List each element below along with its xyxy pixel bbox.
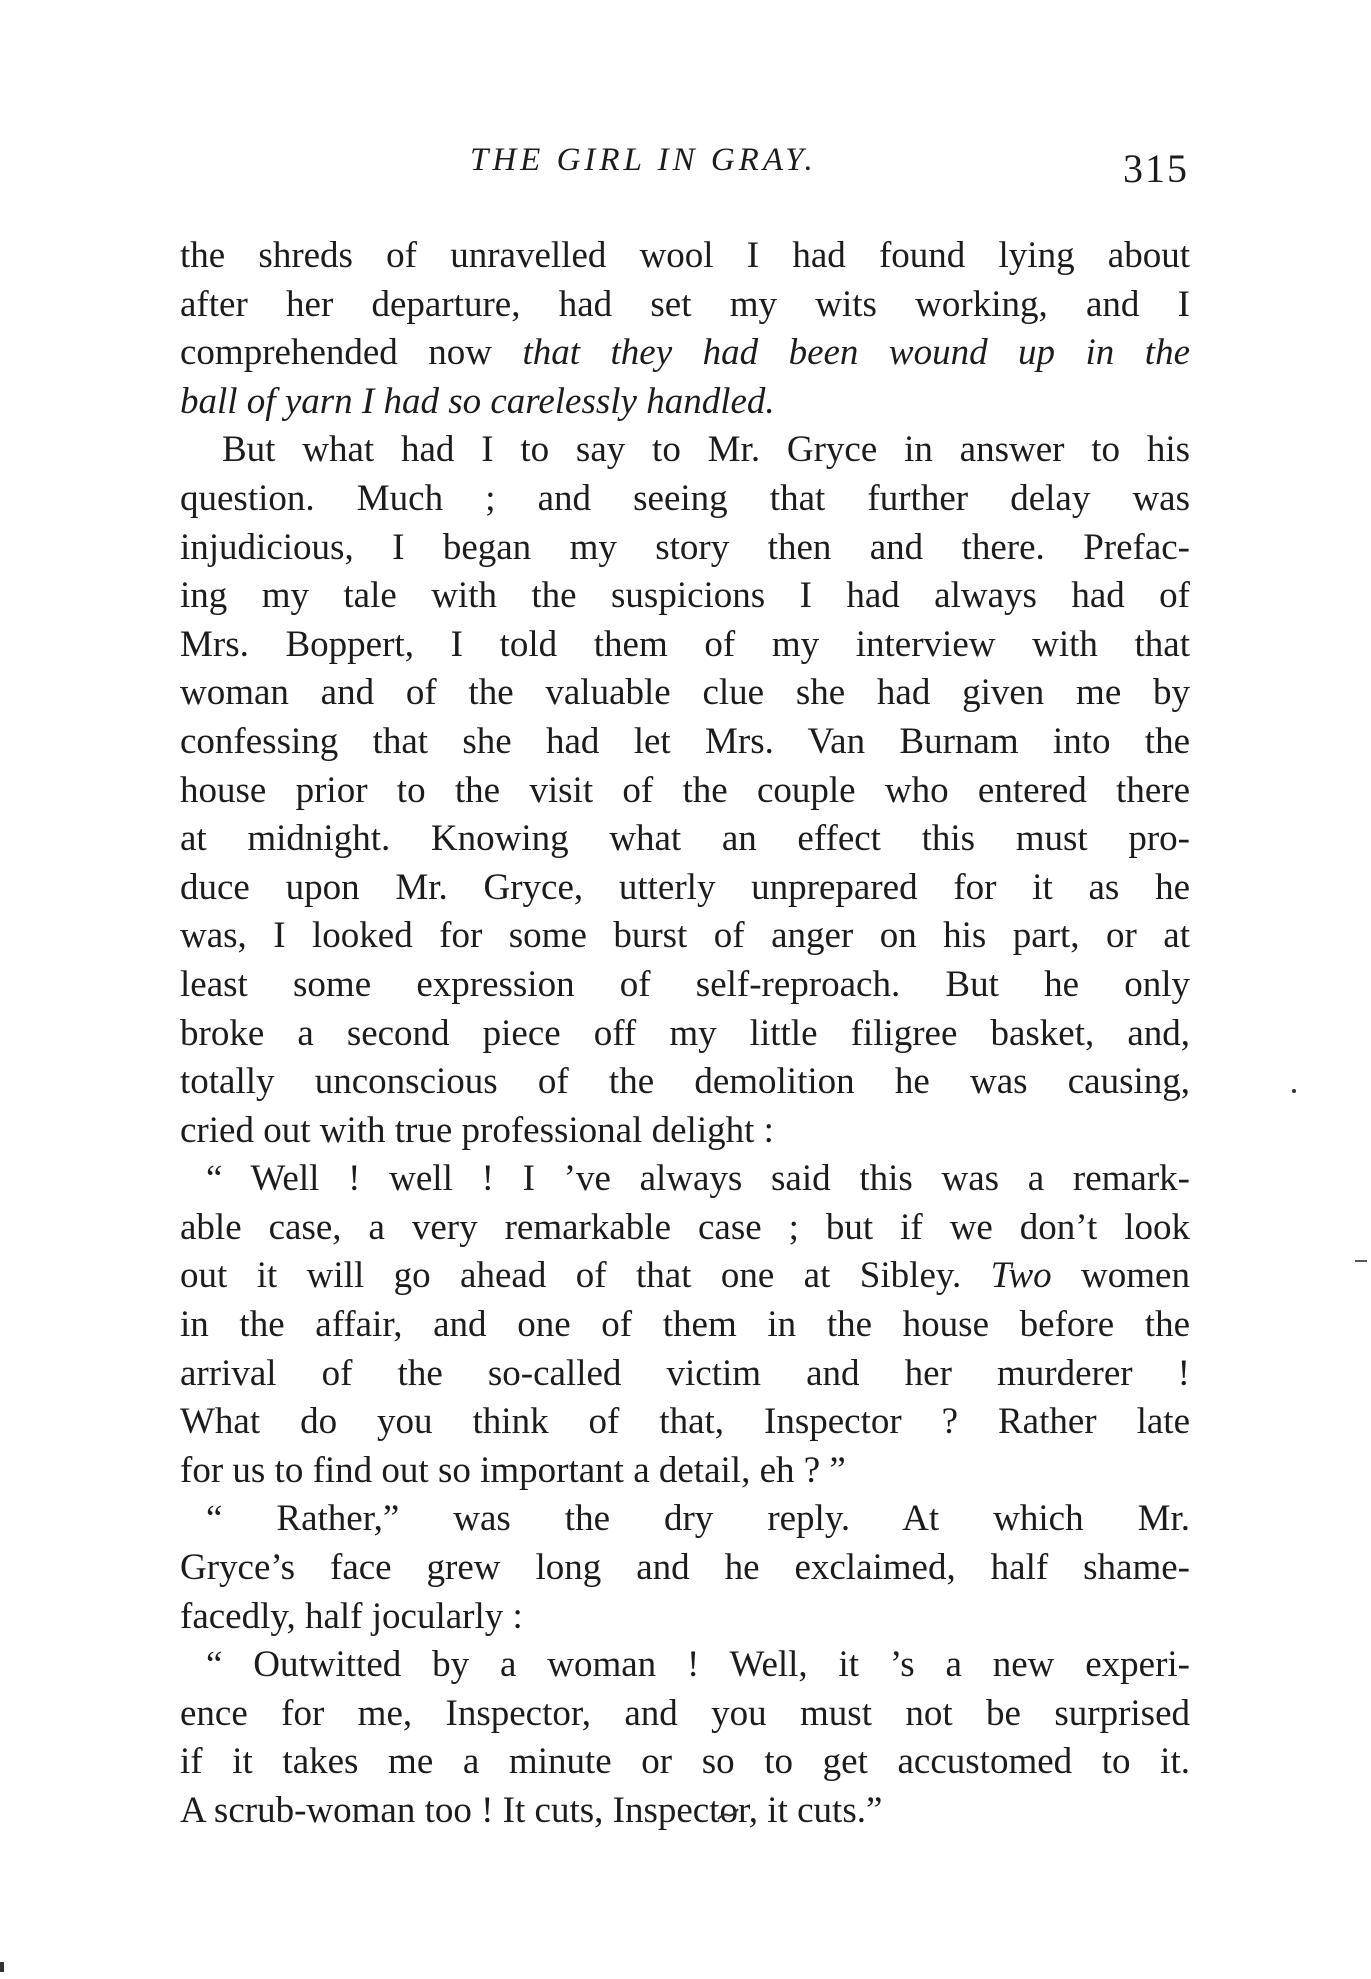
text-segment: after her departure, had set my wits working, and I <box>180 283 1190 325</box>
text-segment: Mrs. Boppert, I told them of my interview with that <box>180 623 1190 665</box>
edge-mark <box>0 1962 4 1972</box>
text-segment: house prior to the visit of the couple who entered there <box>180 769 1190 811</box>
text-segment: the shreds of unravelled wool I had found lying about <box>180 235 1190 276</box>
text-line <box>180 475 1190 524</box>
text-segment: “ Well ! well ! I ’ve always said this was a remark- <box>206 1158 1190 1200</box>
ink-speck <box>1292 1089 1296 1093</box>
text-line <box>180 1058 1190 1107</box>
text-segment: A scrub-woman too ! It cuts, Inspector, it cuts.” <box>180 1790 883 1831</box>
text-line <box>180 961 1190 1010</box>
text-line <box>180 767 1190 816</box>
text-segment: able case, a very remarkable case ; but if we don’t look <box>180 1206 1190 1248</box>
text-segment: “ Outwitted by a woman ! Well, it ’s a new experi- <box>206 1644 1190 1686</box>
italic-text: that they had been wound up in the <box>522 332 1190 374</box>
italic-text: ball of yarn I had so carelessly handled. <box>180 380 775 422</box>
text-segment: confessing that she had let Mrs. Van Burnam into the <box>180 720 1190 762</box>
text-line <box>180 669 1190 718</box>
text-segment: But what had I to say to Mr. Gryce in answer to his <box>222 429 1190 471</box>
text-segment: if it takes me a minute or so to get accustomed to it. <box>180 1741 1190 1783</box>
text-line <box>180 1398 1190 1447</box>
body-text <box>180 232 1190 1836</box>
text-segment: least some expression of self-reproach. But he only <box>180 963 1190 1005</box>
text-segment: question. Much ; and seeing that further delay was <box>180 477 1190 519</box>
text-line <box>180 1787 1190 1836</box>
text-line <box>180 1252 1190 1301</box>
text-segment: broke a second piece off my little filigree basket, and, <box>180 1012 1190 1054</box>
text-line <box>180 1350 1190 1399</box>
text-segment: at midnight. Knowing what an effect this must pro- <box>180 818 1190 860</box>
text-line <box>180 718 1190 767</box>
text-line <box>180 232 1190 281</box>
text-line <box>180 1447 1190 1496</box>
text-segment: What do you think of that, Inspector ? Rather late <box>180 1401 1190 1443</box>
text-segment: injudicious, I began my story then and there. Prefac- <box>180 526 1190 568</box>
text-line <box>180 864 1190 913</box>
text-segment: totally unconscious of the demolition he was causing, <box>180 1061 1190 1103</box>
text-segment: for us to find out so important a detail, eh ? ” <box>180 1449 846 1491</box>
text-segment: Gryce’s face grew long and he exclaimed, half shame- <box>180 1547 1190 1589</box>
text-line <box>180 1495 1190 1544</box>
text-line <box>180 815 1190 864</box>
text-line <box>180 572 1190 621</box>
text-line <box>180 1544 1190 1593</box>
text-line <box>180 1641 1190 1690</box>
text-line <box>180 1301 1190 1350</box>
text-segment: women <box>1051 1255 1190 1297</box>
text-line <box>180 1010 1190 1059</box>
text-line <box>180 1107 1190 1156</box>
text-segment: out it will go ahead of that one at Sibley. <box>180 1255 991 1297</box>
text-segment: ence for me, Inspector, and you must not be surprised <box>180 1692 1190 1734</box>
italic-text: Two <box>990 1255 1052 1297</box>
text-segment: ing my tale with the suspicions I had always had of <box>180 575 1190 617</box>
text-segment: woman and of the valuable clue she had given me by <box>180 672 1190 714</box>
text-line <box>180 912 1190 961</box>
text-segment: arrival of the so-called victim and her murderer ! <box>180 1352 1190 1394</box>
text-segment: was, I looked for some burst of anger on his part, or at <box>180 915 1190 957</box>
text-line <box>180 329 1190 378</box>
text-line <box>180 1738 1190 1787</box>
page-number: 315 <box>1123 146 1189 191</box>
text-segment: cried out with true professional delight : <box>180 1109 774 1151</box>
text-segment: “ Rather,” was the dry reply. At which Mr. <box>206 1498 1190 1540</box>
margin-mark <box>1355 1260 1367 1262</box>
running-title: THE GIRL IN GRAY. <box>470 142 817 178</box>
text-segment: facedly, half jocularly : <box>180 1595 523 1637</box>
text-segment: comprehended now <box>180 332 523 374</box>
text-line <box>180 1155 1190 1204</box>
text-line <box>180 621 1190 670</box>
text-segment: in the affair, and one of them in the house before the <box>180 1304 1190 1346</box>
ink-mark-icon <box>716 1807 740 1821</box>
text-line <box>180 281 1190 330</box>
text-line <box>180 1204 1190 1253</box>
text-line <box>180 378 1190 427</box>
text-line <box>180 426 1190 475</box>
text-line <box>180 524 1190 573</box>
text-line <box>180 1593 1190 1642</box>
text-line <box>180 1690 1190 1739</box>
text-segment: duce upon Mr. Gryce, utterly unprepared for it as he <box>180 866 1190 908</box>
